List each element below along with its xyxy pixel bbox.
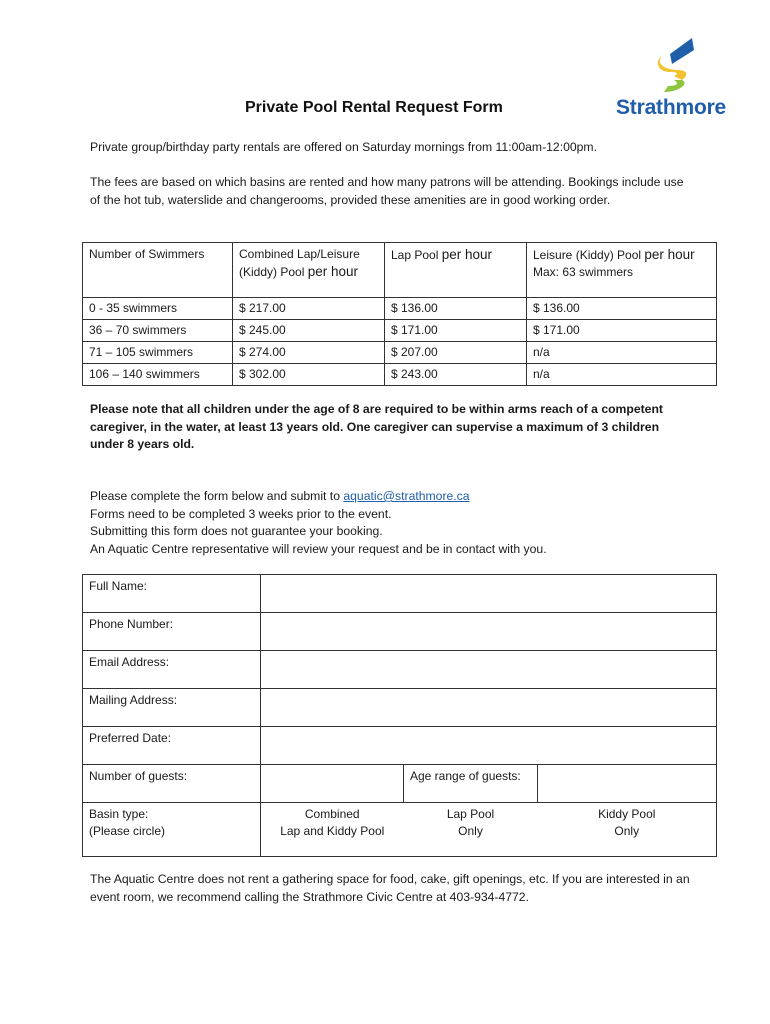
leisure-price-cell: n/a xyxy=(527,342,717,364)
swimmers-cell: 0 - 35 swimmers xyxy=(83,298,233,320)
caregiver-note: Please note that all children under the age of 8 are required to be within arms reach of a competent caregiver, in the water, at least 13 years old. One caregiver can supervise a maximum of 3 children under 8 years old. xyxy=(90,402,663,451)
combined-price-cell: $ 302.00 xyxy=(233,364,385,386)
header-combined: Combined Lap/Leisure (Kiddy) Pool per hour xyxy=(233,243,385,298)
mailing-address-label: Mailing Address: xyxy=(83,689,261,727)
lap-price-cell: $ 136.00 xyxy=(385,298,527,320)
leisure-price-cell: $ 136.00 xyxy=(527,298,717,320)
mailing-address-field[interactable] xyxy=(261,689,717,727)
lap-price-cell: $ 171.00 xyxy=(385,320,527,342)
swimmers-cell: 71 – 105 swimmers xyxy=(83,342,233,364)
age-range-label: Age range of guests: xyxy=(404,765,538,803)
preferred-date-field[interactable] xyxy=(261,727,717,765)
table-row xyxy=(83,298,717,320)
page-title: Private Pool Rental Request Form xyxy=(245,99,503,116)
phone-field[interactable] xyxy=(261,613,717,651)
email-link[interactable]: aquatic@strathmore.ca xyxy=(343,489,470,503)
lap-price-cell: $ 207.00 xyxy=(385,342,527,364)
strathmore-logo xyxy=(612,36,738,126)
email-field[interactable] xyxy=(261,651,717,689)
combined-price-cell: $ 217.00 xyxy=(233,298,385,320)
strathmore-logo-mark-icon xyxy=(656,36,696,96)
header-swimmers: Number of Swimmers xyxy=(83,243,233,298)
fees-paragraph: The fees are based on which basins are rented and how many patrons will be attending. Bookings include use of the hot tub, waterslide and changerooms, provided these amenities are in good working order. xyxy=(90,175,684,207)
strathmore-logo-text: Strathmore xyxy=(616,96,727,119)
basin-option-combined[interactable]: Combined Lap and Kiddy Pool xyxy=(261,803,404,857)
leisure-price-cell: $ 171.00 xyxy=(527,320,717,342)
table-row xyxy=(83,342,717,364)
phone-label: Phone Number: xyxy=(83,613,261,651)
table-row xyxy=(83,320,717,342)
basin-option-lap[interactable]: Lap Pool Only xyxy=(404,803,538,857)
swimmers-cell: 106 – 140 swimmers xyxy=(83,364,233,386)
full-name-field[interactable] xyxy=(261,575,717,613)
header-leisure: Leisure (Kiddy) Pool per hour Max: 63 swimmers xyxy=(527,243,717,298)
fee-table xyxy=(82,242,717,386)
header-lap: Lap Pool per hour xyxy=(385,243,527,298)
age-range-field[interactable] xyxy=(538,765,717,803)
instructions-line-1: Please complete the form below and submit to aquatic@strathmore.ca xyxy=(90,489,470,503)
basin-option-kiddy[interactable]: Kiddy Pool Only xyxy=(538,803,717,857)
instructions-line-4: An Aquatic Centre representative will review your request and be in contact with you. xyxy=(90,541,547,556)
instructions xyxy=(90,488,690,558)
fee-table-header-row xyxy=(83,243,717,298)
request-form xyxy=(82,574,717,857)
combined-price-cell: $ 245.00 xyxy=(233,320,385,342)
num-guests-field[interactable] xyxy=(261,765,404,803)
swimmers-cell: 36 – 70 swimmers xyxy=(83,320,233,342)
num-guests-label: Number of guests: xyxy=(83,765,261,803)
table-row xyxy=(83,364,717,386)
email-label: Email Address: xyxy=(83,651,261,689)
instructions-line-3: Submitting this form does not guarantee your booking. xyxy=(90,524,383,538)
intro-paragraph: Private group/birthday party rentals are offered on Saturday mornings from 11:00am-12:00pm. xyxy=(90,140,597,154)
preferred-date-label: Preferred Date: xyxy=(83,727,261,765)
combined-price-cell: $ 274.00 xyxy=(233,342,385,364)
basin-type-label: Basin type: (Please circle) xyxy=(83,803,261,857)
footer-paragraph: The Aquatic Centre does not rent a gathering space for food, cake, gift openings, etc. If you are interested in an event room, we recommend calling the Strathmore Civic Centre at 403-934-4772. xyxy=(90,872,690,904)
full-name-label: Full Name: xyxy=(83,575,261,613)
instructions-line-2: Forms need to be completed 3 weeks prior to the event. xyxy=(90,506,392,521)
lap-price-cell: $ 243.00 xyxy=(385,364,527,386)
leisure-price-cell: n/a xyxy=(527,364,717,386)
